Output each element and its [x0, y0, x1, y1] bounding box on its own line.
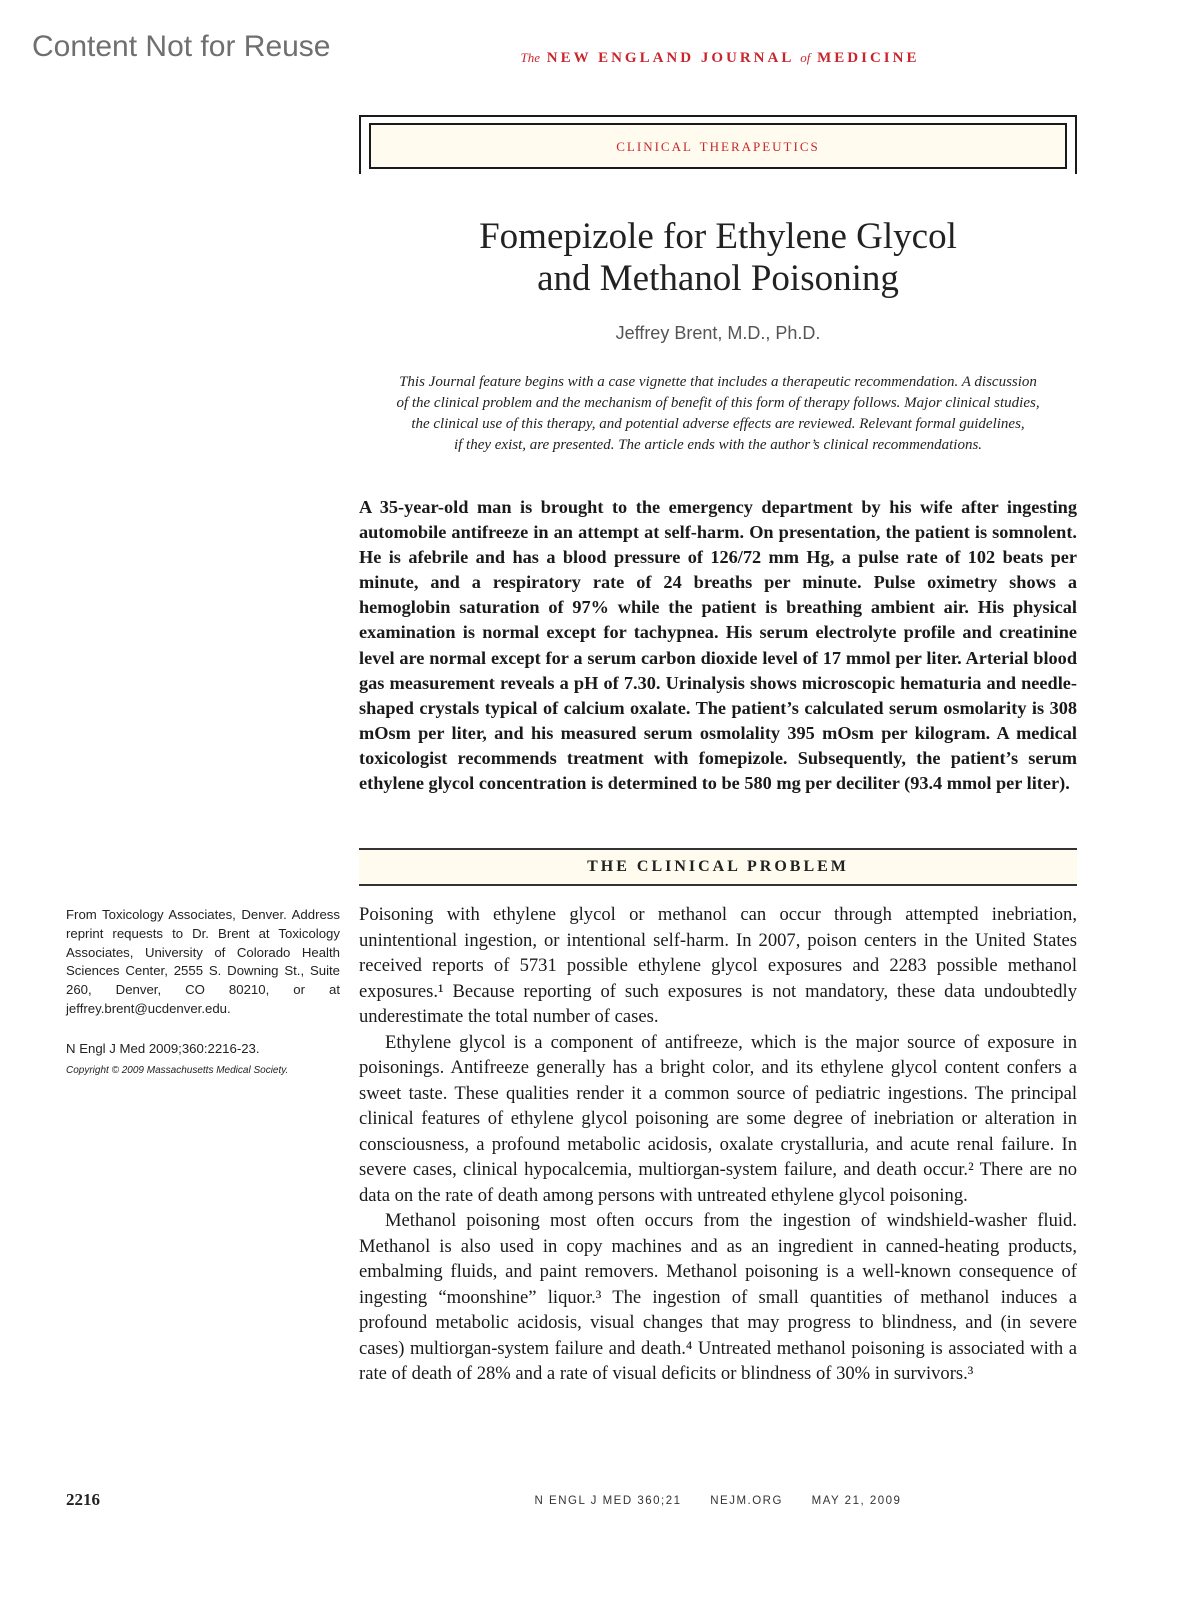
- case-vignette: A 35-year-old man is brought to the emergency department by his wife after ingesting automobile antifreeze in an attempt at self-harm. On presentation, the patient is somnolent. He is afebrile and has a blood pressure of 126/72 mm Hg, a pulse rate of 102 beats per minute, and a respiratory rate of 24 breaths per minute. Pulse oximetry shows a hemoglobin saturation of 97% while the patient is breathing ambient air. His physical examination is normal except for tachypnea. His serum electrolyte profile and creatinine level are normal except for a serum carbon dioxide level of 17 mmol per liter. Arterial blood gas measurement reveals a pH of 7.30. Urinalysis shows microscopic hematuria and needle-shaped crystals typical of calcium oxalate. The patient’s calculated serum osmolarity is 308 mOsm per liter, and his measured serum osmolality 395 mOsm per kilogram. A medical toxicologist recommends treatment with fomepizole. Subsequently, the patient’s serum ethylene glycol concentration is determined to be 580 mg per deciliter (93.4 mmol per liter).: [359, 497, 1077, 794]
- body-paragraph: Ethylene glycol is a component of antifreeze, which is the major source of exposure in poisonings. Antifreeze generally has a bright color, and its ethylene glycol content confers a sweet taste. These qualities render it a common source of pediatric ingestions. The principal clinical features of ethylene glycol poisoning are some degree of inebriation or alteration in consciousness, a profound metabolic acidosis, oxalate crystalluria, and acute renal failure. In severe cases, clinical hypocalcemia, multiorgan-system failure, and death occur.² There are no data on the rate of death among persons with untreated ethylene glycol poisoning.: [359, 1031, 1077, 1206]
- section-banner-inner: [369, 123, 1067, 169]
- intro-line: if they exist, are presented. The article ends with the author’s clinical recommendations.: [453, 437, 983, 453]
- masthead-of: of: [800, 50, 811, 65]
- watermark-text: Content Not for Reuse: [32, 30, 331, 63]
- masthead-the: The: [520, 50, 541, 65]
- footer-date: MAY 21, 2009: [811, 1495, 902, 1507]
- masthead-medicine: MEDICINE: [817, 50, 920, 66]
- masthead-journal: NEW ENGLAND JOURNAL: [546, 50, 794, 66]
- body-paragraph: Methanol poisoning most often occurs from the ingestion of windshield-washer fluid. Methanol is also used in copy machines and as an ingredient in canned-heating products, embalming fluids, and paint removers. Methanol poisoning is a well-known consequence of ingesting “moonshine” liquor.³ The ingestion of small quantities of methanol induces a profound metabolic acidosis, visual changes that may progress to blindness, and (in severe cases) multiorgan-system failure and death.⁴ Untreated methanol poisoning is associated with a rate of death of 28% and a rate of visual deficits or blindness of 30% in survivors.³: [359, 1210, 1077, 1384]
- feature-intro: [360, 372, 1076, 456]
- title-line-1: Fomepizole for Ethylene Glycol: [479, 216, 957, 257]
- journal-masthead: [360, 50, 1080, 67]
- author-affiliation-note: From Toxicology Associates, Denver. Address reprint requests to Dr. Brent at Toxicology Associates, University of Colorado Health Sciences Center, 2555 S. Downing St., Suite 260, Denver, CO 80210, or at jeffrey.brent@ucdenver.edu.: [66, 907, 340, 1016]
- footer-journal: N ENGL J MED 360;21: [534, 1495, 682, 1507]
- body-paragraph: Poisoning with ethylene glycol or methanol can occur through attempted inebriation, unintentional ingestion, or intentional self-harm. In 2007, poison centers in the United States received reports of 5731 possible ethylene glycol exposures and 2283 possible methanol exposures.¹ Because reporting of such exposures is not mandatory, these data undoubtedly underestimate the total number of cases.: [359, 904, 1077, 1027]
- section-heading-text: THE CLINICAL PROBLEM: [587, 858, 849, 875]
- article-title: [360, 216, 1076, 300]
- page-number: 2216: [66, 1490, 100, 1509]
- citation: N Engl J Med 2009;360:2216-23.: [66, 1041, 260, 1056]
- page-footer: [360, 1495, 1076, 1507]
- copyright-notice: Copyright © 2009 Massachusetts Medical Society.: [66, 1065, 289, 1076]
- section-banner: [359, 115, 1077, 174]
- section-heading: [359, 848, 1077, 886]
- intro-line: of the clinical problem and the mechanism of benefit of this form of therapy follows. Major clinical studies,: [396, 395, 1040, 411]
- section-label: clinical therapeutics: [616, 135, 820, 156]
- intro-line: the clinical use of this therapy, and potential adverse effects are reviewed. Relevant formal guidelines,: [411, 416, 1025, 432]
- title-line-2: and Methanol Poisoning: [537, 258, 899, 299]
- article-body: [359, 902, 1077, 1387]
- intro-line: This Journal feature begins with a case vignette that includes a therapeutic recommendation. A discussion: [399, 374, 1037, 390]
- author-name: Jeffrey Brent, M.D., Ph.D.: [615, 323, 821, 343]
- footer-site: NEJM.ORG: [710, 1495, 783, 1507]
